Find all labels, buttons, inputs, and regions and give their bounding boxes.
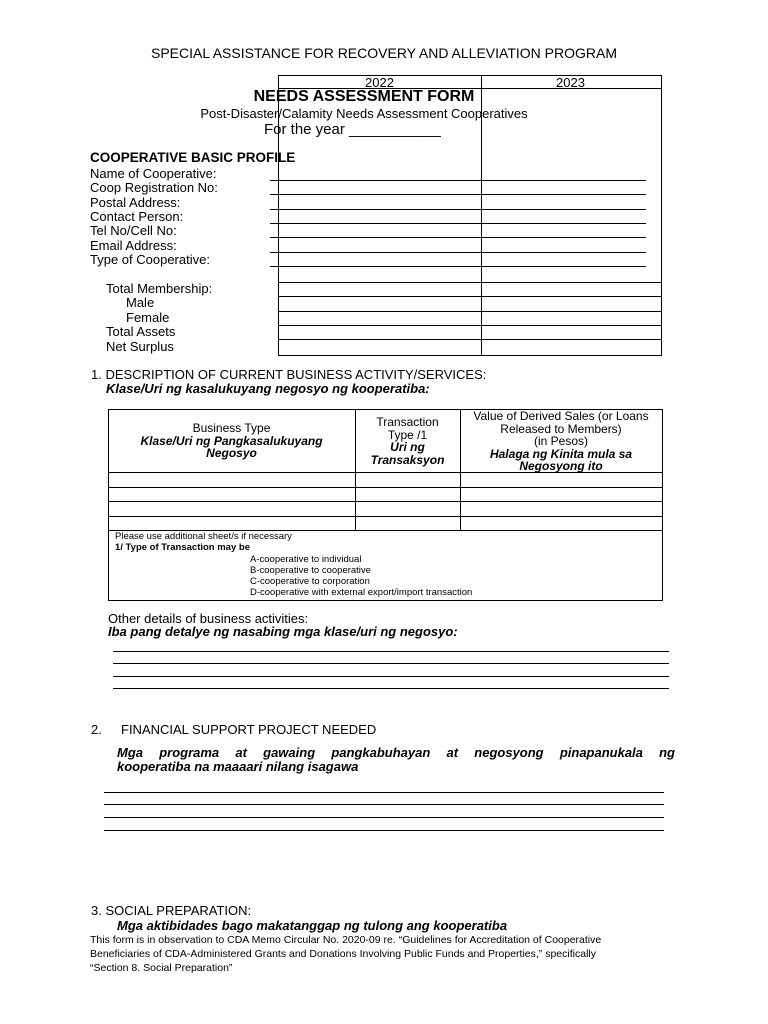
stat-total-assets: Total Assets — [106, 324, 176, 339]
col-business-type-header — [108, 422, 355, 460]
note-type-heading: 1/ Type of Transaction may be — [115, 542, 250, 553]
field-coop-registration-no: Coop Registration No: — [90, 180, 218, 195]
field-type-of-cooperative: Type of Cooperative: — [90, 252, 210, 267]
col-value-en1: Value of Derived Sales (or Loans — [473, 409, 649, 423]
col-value-header — [460, 410, 662, 473]
field-email-address: Email Address: — [90, 238, 177, 253]
field-tel-no: Tel No/Cell No: — [90, 223, 177, 238]
section3-note-line2: Beneficiaries of CDA-Administered Grants and Donations Involving Public Funds and Properties,” specifically — [90, 948, 596, 960]
stat-female: Female — [126, 310, 170, 325]
section3-note-line1: This form is in observation to CDA Memo Circular No. 2020-09 re. “Guidelines for Accreditation of Cooperative — [90, 934, 602, 946]
col-value-en3: (in Pesos) — [533, 434, 589, 448]
other-details-fil: Iba pang detalye ng nasabing mga klase/uri ng negosyo: — [108, 624, 458, 639]
note-type-b: B-cooperative to cooperative — [250, 565, 371, 576]
stat-male: Male — [126, 295, 155, 310]
note-type-c: C-cooperative to corporation — [250, 576, 370, 587]
form-title: NEEDS ASSESSMENT FORM — [253, 88, 475, 105]
note-extra-sheets: Please use additional sheet/s if necessary — [115, 531, 292, 542]
section3-heading: 3. SOCIAL PREPARATION: — [91, 903, 252, 918]
col-transaction-fil2: Transaksyon — [370, 452, 445, 467]
profile-heading: COOPERATIVE BASIC PROFILE — [90, 150, 296, 165]
section1-heading: 1. DESCRIPTION OF CURRENT BUSINESS ACTIVITY/SERVICES: — [91, 367, 487, 382]
col-business-type-fil2: Negosyo — [206, 446, 257, 460]
section1-subheading: Klase/Uri ng kasalukuyang negosyo ng kooperatiba: — [106, 381, 430, 396]
field-postal-address: Postal Address: — [90, 195, 181, 210]
col-value-en2: Released to Members) — [500, 421, 622, 436]
col-business-type-fil1: Klase/Uri ng Pangkasalukuyang — [140, 433, 323, 448]
note-type-a: A-cooperative to individual — [250, 554, 362, 565]
section3-note-line3: “Section 8. Social Preparation” — [90, 962, 233, 974]
col-transaction-type-header — [355, 416, 460, 466]
note-type-d: D-cooperative with external export/import transaction — [250, 587, 473, 598]
field-name-of-cooperative: Name of Cooperative: — [90, 166, 217, 181]
field-contact-person: Contact Person: — [90, 209, 184, 224]
col-value-fil2: Negosyong ito — [519, 459, 603, 473]
col-transaction-en2: Type /1 — [387, 427, 428, 442]
col-transaction-fil1: Uri ng — [390, 440, 425, 454]
section3-subheading: Mga aktibidades bago makatanggap ng tulong ang kooperatiba — [117, 918, 508, 933]
section2-text-line1: Mga programa at gawaing pangkabuhayan at negosyong pinapanukala ng — [117, 745, 675, 760]
other-details-label: Other details of business activities: — [108, 611, 309, 626]
form-subtitle: Post-Disaster/Calamity Needs Assessment Cooperatives — [200, 106, 528, 121]
section2-text-line2: kooperatiba na maaaari nilang isagawa — [117, 759, 359, 774]
section2-number: 2. — [91, 722, 102, 737]
year-2022-label: 2022 — [365, 75, 394, 90]
year-2023-label: 2023 — [556, 75, 585, 90]
col-transaction-en1: Transaction — [376, 415, 439, 429]
program-title: SPECIAL ASSISTANCE FOR RECOVERY AND ALLEVIATION PROGRAM — [150, 45, 618, 61]
for-the-year: For the year ___________ — [264, 121, 441, 138]
section2-heading: FINANCIAL SUPPORT PROJECT NEEDED — [121, 722, 377, 737]
stat-net-surplus: Net Surplus — [106, 339, 174, 354]
stat-total-membership: Total Membership: — [106, 281, 213, 296]
col-business-type-en: Business Type — [192, 421, 271, 435]
col-value-fil1: Halaga ng Kinita mula sa — [489, 446, 633, 461]
